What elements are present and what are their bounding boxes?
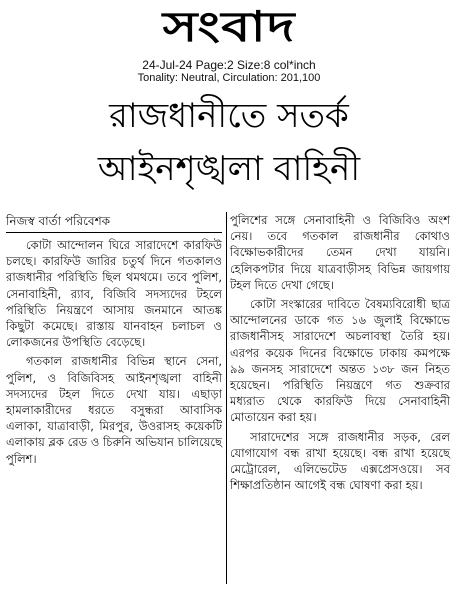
paragraph: সারাদেশের সঙ্গে রাজধানীর সড়ক, রেল যোগাযোগ বন্ধ রাখা হয়েছে। বন্ধ রাখা হয়েছে মেট্রোরেল, এলিভেটেড এক্সপ্রেসওয়ে। সব শিক্ষাপ্রতিষ্ঠান আগেই বন্ধ ঘোষণা করা হয়। — [230, 429, 450, 493]
clipping-meta-line1: 24-Jul-24 Page:2 Size:8 col*inch — [142, 58, 316, 72]
masthead — [0, 0, 458, 56]
headline-line1: রাজধানীতে সতর্ক — [109, 96, 349, 136]
paragraph: কোটা আন্দোলন ঘিরে সারাদেশে কারফিউ চলছে। কারফিউ জারির চতুর্থ দিনে গতকালও রাজধানীর পরিস্থিতি ছিল থমথমে। তবে পুলিশ, সেনাবাহিনী, র‍্যাব, বিজিবি সদস্যদের টহলে পরিস্থিতি নিয়ন্ত্রণে আসায় জনমানে আতঙ্ক কিছুটা কমেছে। রাস্তায় যানবাহন চলাচল ও লোকজনের উপস্থিতি বেড়েছে। — [6, 238, 222, 350]
article-column-right — [230, 212, 450, 493]
clipping-meta-line2: Tonality: Neutral, Circulation: 201,100 — [137, 72, 321, 84]
paragraph: কোটা সংস্কারের দাবিতে বৈষম্যবিরোধী ছাত্র আন্দোলনের ডাকে গত ১৬ জুলাই বিক্ষোভে রাজধানীসহ সারাদেশে অচলাবস্থা তৈরি হয়। এরপর কয়েক দিনের বিক্ষোভে ঢাকায় কমপক্ষে ৯৯ জনসহ সারাদেশে অন্তত ১৩৮ জন নিহত হয়েছেন। পরিস্থিতি নিয়ন্ত্রণে গত শুক্রবার মধ্যরাত থেকে কারফিউ দিয়ে সেনাবাহিনী মোতায়েন করা হয়। — [230, 297, 450, 425]
paragraph: পুলিশের সঙ্গে সেনাবাহিনী ও বিজিবিও অংশ নেয়। তবে গতকাল রাজধানীর কোথাও বিক্ষোভকারীদের তেমন দেখা যায়নি। হেলিকপটার দিয়ে যাত্রবাড়ীসহ বিভিন্ন জায়গায় টহল দিতে দেখা গেছে। — [230, 213, 450, 292]
column-divider — [226, 212, 227, 584]
headline-line2: আইনশৃঙ্খলা বাহিনী — [97, 149, 361, 189]
paragraph: গতকাল রাজধানীর বিভিন্ন স্থানে সেনা, পুলিশ, ও বিজিবিসহ আইনশৃঙ্খলা বাহিনী সদস্যদের টহল দিতে দেখা যায়। এছাড়া হামলাকারীদের ধরতে বসুন্ধরা আবাসিক এলাকা, যাত্রাবাড়ী, মিরপুর, উওরাসহ কয়েকটি এলাকায় ব্লক রেড ও চিরুনি অভিযান চালিয়েছে পুলিশ। — [6, 354, 222, 466]
byline: নিজস্ব বার্তা পরিবেশক — [6, 212, 222, 233]
article-column-left — [6, 212, 222, 467]
newspaper-logo: সংবাদ — [162, 2, 296, 51]
